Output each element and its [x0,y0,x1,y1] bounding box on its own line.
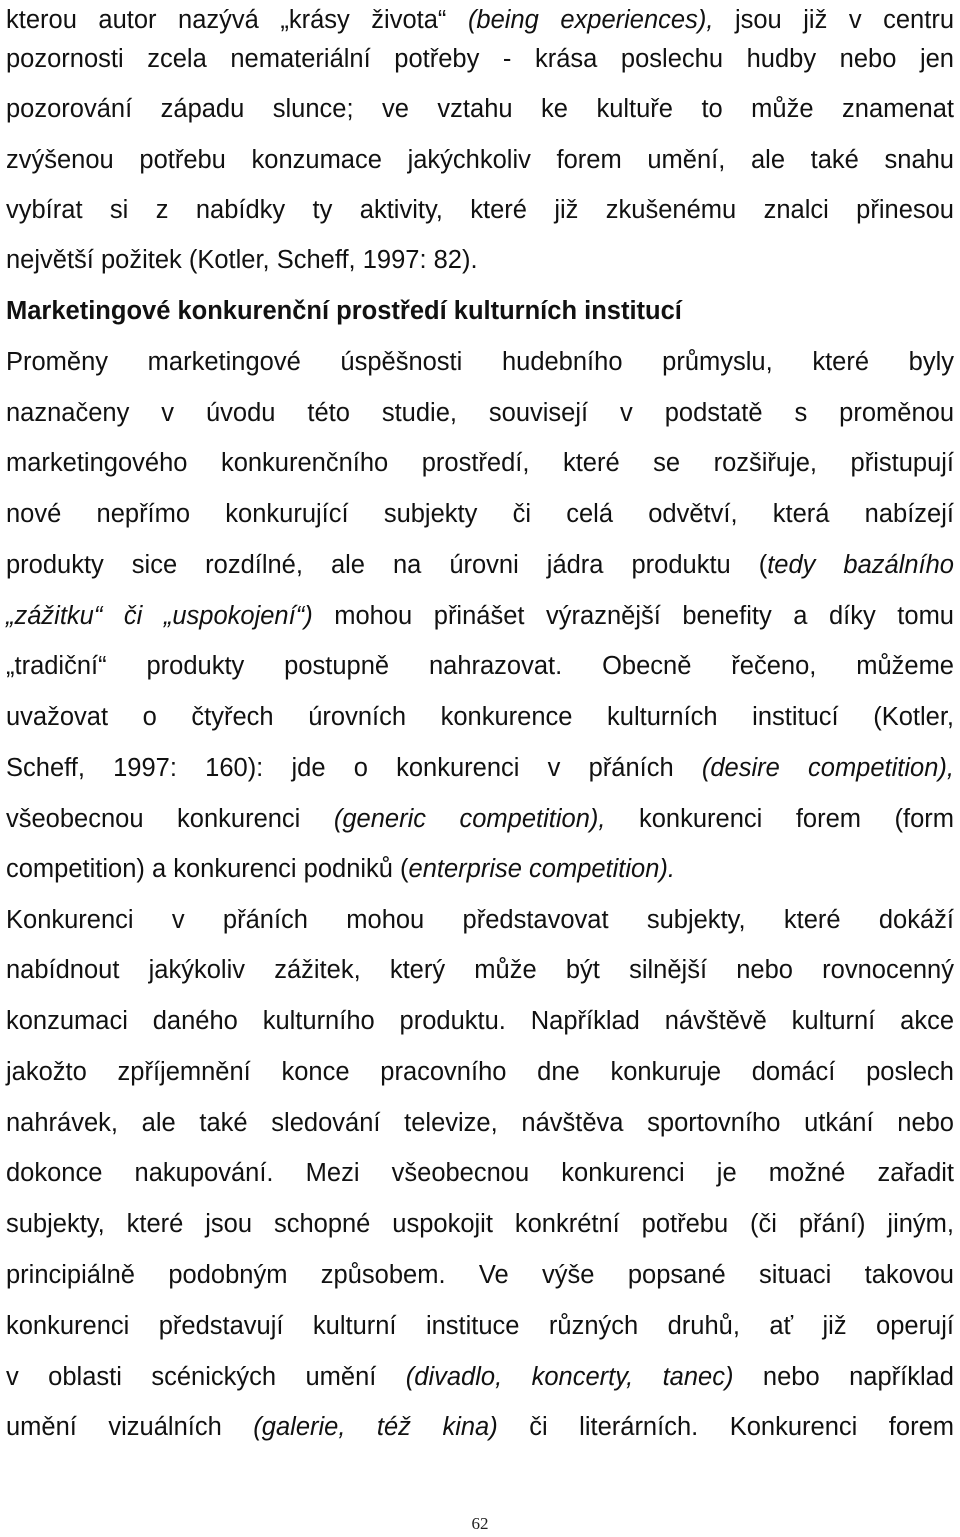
text-segment: uvažovat o čtyřech úrovních konkurence kulturních institucí (Kotler, [6,703,954,731]
text-line [6,545,954,585]
italic-text: tedy bazálního [767,551,954,579]
text-line [6,646,954,686]
text-line [6,342,954,382]
text-segment: marketingového konkurenčního prostředí, které se rozšiřuje, přistupují [6,449,954,477]
text-segment: dokonce nakupování. Mezi všeobecnou konkurenci je možné zařadit [6,1159,954,1187]
page-number: 62 [471,1514,489,1533]
text-line [6,1357,954,1397]
text-segment: principiálně podobným způsobem. Ve výše popsané situaci takovou [6,1261,954,1289]
text-line [6,1255,954,1295]
text-line [6,1052,954,1092]
text-segment: naznačeny v úvodu této studie, souvisejí v podstatě s proměnou [6,399,954,427]
text-line [6,950,954,990]
text-line [6,1103,954,1143]
text-segment: umění vizuálních [6,1413,254,1441]
text-segment: pozorování západu slunce; ve vztahu ke kultuře to může znamenat [6,95,954,123]
text-line [6,494,954,534]
text-segment: v oblasti scénických umění [6,1363,406,1391]
text-line [6,140,954,180]
text-segment: konkurenci představují kulturní instituce různých druhů, ať již operují [6,1312,954,1340]
text-line [6,39,954,79]
text-line [6,1153,954,1193]
text-line [6,900,954,940]
text-segment: competition) a konkurenci podniků ( [6,855,409,883]
text-segment: jakožto zpříjemnění konce pracovního dne konkuruje domácí poslech [6,1058,954,1086]
italic-text: (being experiences), [467,6,714,34]
italic-text: (desire competition), [701,754,954,782]
text-segment: Konkurenci v přáních mohou představovat subjekty, které dokáží [6,906,954,934]
text-line [6,1306,954,1346]
text-segment: vybírat si z nabídky ty aktivity, které již zkušenému znalci přinesou [6,196,954,224]
text-segment: největší požitek (Kotler, Scheff, 1997: 82). [6,246,478,274]
italic-text: (generic competition), [333,805,606,833]
text-segment: či literárních. Konkurenci forem [497,1413,954,1441]
text-line [6,596,954,636]
text-line [6,1407,954,1447]
text-line [6,190,954,230]
text-line [6,1204,954,1244]
text-segment: jsou již v centru [713,6,954,34]
text-line [6,89,954,129]
text-segment: nabídnout jakýkoliv zážitek, který může být silnější nebo rovnocenný [6,956,954,984]
text-segment: kterou autor nazývá „krásy života“ [6,6,468,34]
text-segment: zvýšenou potřebu konzumace jakýchkoliv forem umění, ale také snahu [6,146,954,174]
text-segment: mohou přinášet výraznější benefity a díky tomu [312,602,954,630]
text-segment: Marketingové konkurenční prostředí kulturních institucí [6,297,682,325]
text-segment: „tradiční“ produkty postupně nahrazovat. Obecně řečeno, můžeme [6,652,954,680]
italic-text: „zážitku“ či „uspokojení“) [6,602,313,630]
text-segment: nebo například [733,1363,954,1391]
text-line [6,443,954,483]
text-segment: nové nepřímo konkurující subjekty či celá odvětví, která nabízejí [6,500,954,528]
text-segment: produkty sice rozdílné, ale na úrovni jádra produktu ( [6,551,768,579]
text-line [6,748,954,788]
text-line [6,799,954,839]
text-segment: subjekty, které jsou schopné uspokojit konkrétní potřebu (či přání) jiným, [6,1210,954,1238]
text-line [6,393,954,433]
italic-text: (galerie, též kina) [253,1413,498,1441]
text-segment: pozornosti zcela nemateriální potřeby - krása poslechu hudby nebo jen [6,45,954,73]
text-segment: Proměny marketingové úspěšnosti hudebního průmyslu, které byly [6,348,954,376]
text-line [6,0,954,40]
text-segment: Scheff, 1997: 160): jde o konkurenci v přáních [6,754,702,782]
text-line [6,697,954,737]
text-segment: nahrávek, ale také sledování televize, návštěva sportovního utkání nebo [6,1109,954,1137]
section-heading [6,291,954,331]
text-segment: konkurenci forem (form [605,805,954,833]
text-segment: konzumaci daného kulturního produktu. Například návštěvě kulturní akce [6,1007,954,1035]
text-line [6,849,954,889]
italic-text: (divadlo, koncerty, tanec) [405,1363,734,1391]
text-line [6,240,954,280]
text-segment: všeobecnou konkurenci [6,805,334,833]
text-line [6,1001,954,1041]
italic-text: enterprise competition). [408,855,676,883]
